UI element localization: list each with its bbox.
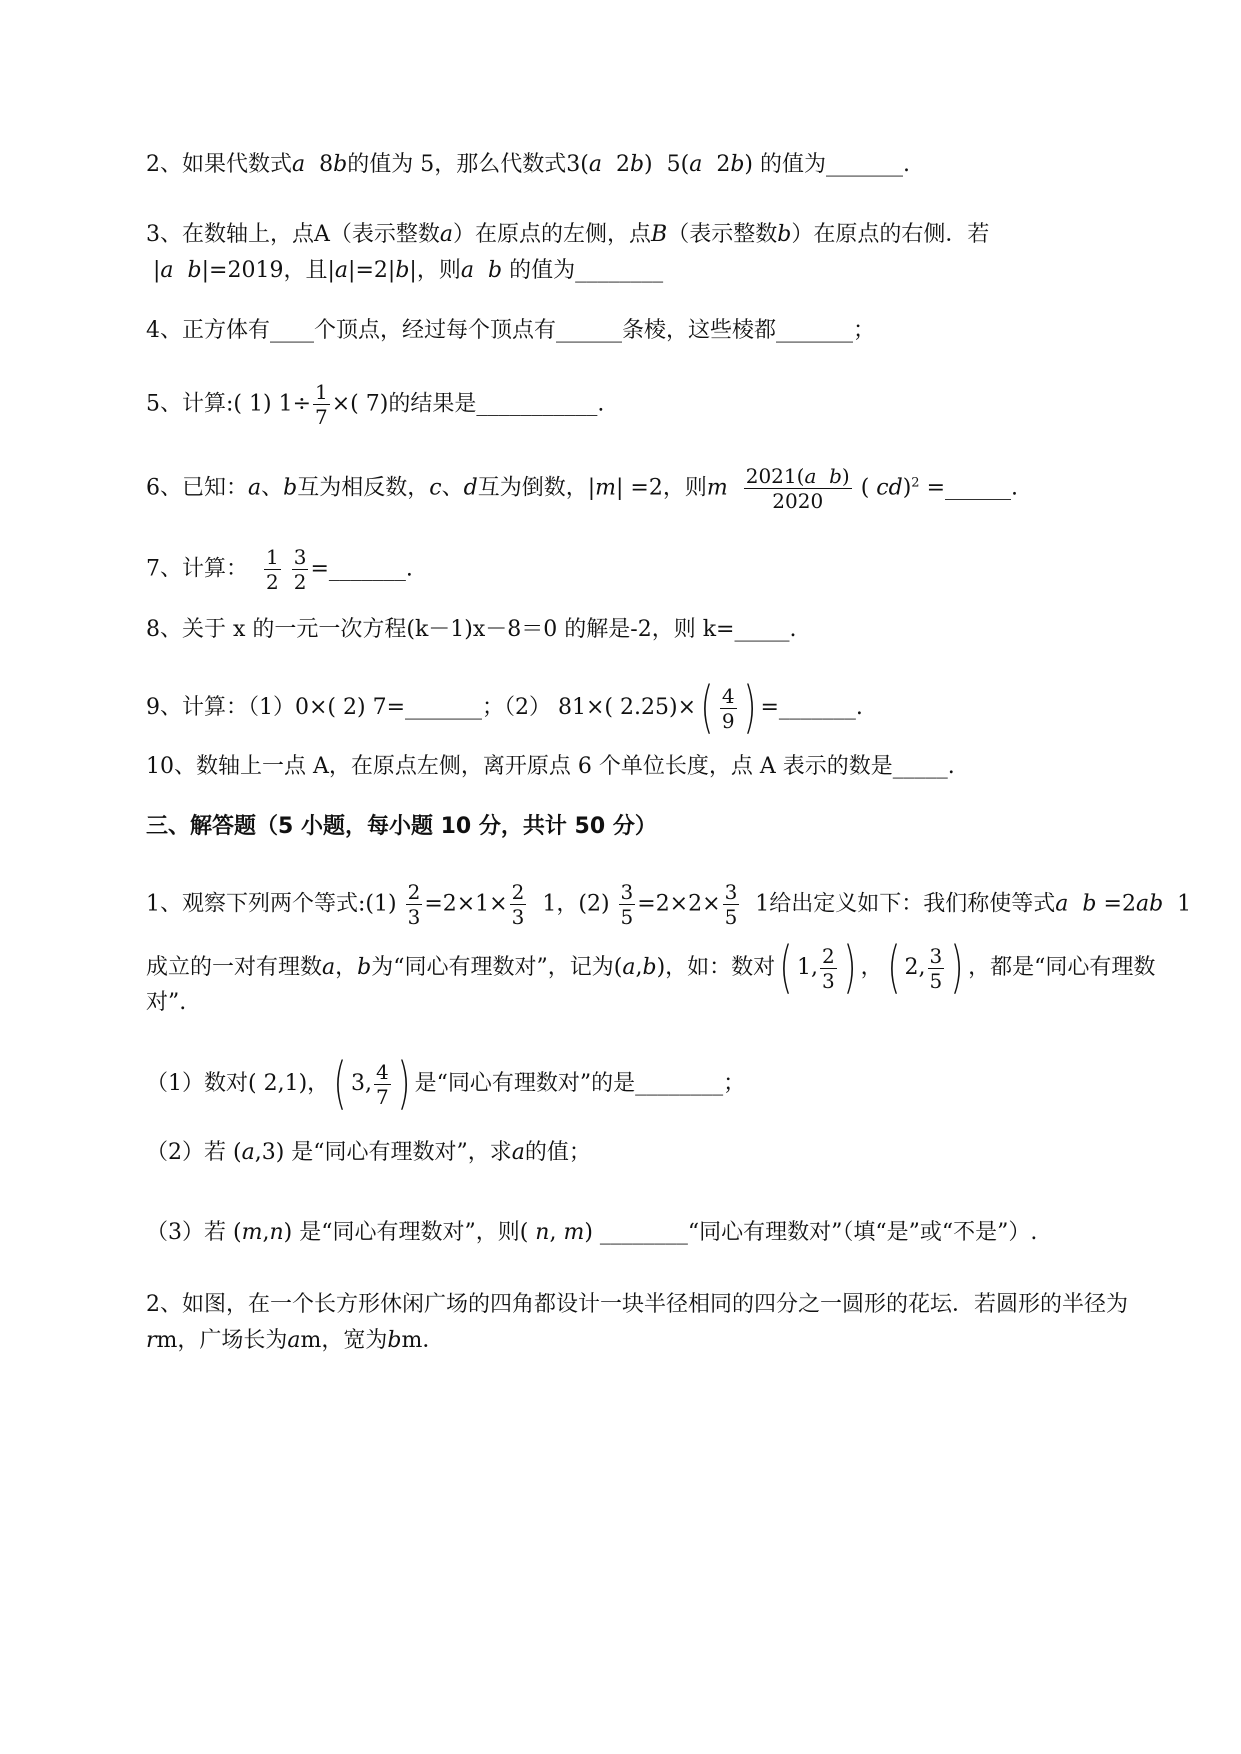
question-3-line-2: |a b|=2019，且|a|=2|b|，则a b 的值为________ (146, 258, 664, 283)
q7-fraction-2: $\frac{3}{2}$ (293, 545, 307, 594)
section-3-heading: 三、解答题（5 小题，每小题 10 分，共计 50 分） (146, 814, 657, 839)
q5-fraction: $\frac{1}{7}$ (315, 380, 328, 429)
q9-fraction: $\frac{4}{9}$ (721, 683, 735, 733)
question-5: 5、计算:( 1) 1÷ $\frac{1}{7}$ ×( 7)的结果是___________. (146, 380, 605, 429)
problem-2-line-2: rm，广场长为am，宽为bm． (146, 1328, 445, 1353)
problem-1-sub-1: （1）数对( 2,1)，( 3, $\frac{4}{7}$ ) 是“同心有理数对”的是________； (146, 1051, 746, 1116)
problem-1-line-2: 成立的一对有理数a，b为“同心有理数对”，记为(a,b)，如：数对( 1, $\frac{2}{3}$ ) ，( 2, $\frac{3}{5}$ ) ，都是“同心有理数 (146, 935, 1156, 1000)
question-3-line-1: 3、在数轴上，点A（表示整数a）在原点的左侧，点B（表示整数b）在原点的右侧．若 (146, 222, 990, 247)
problem-2-line-1: 2、如图，在一个长方形休闲广场的四角都设计一块半径相同的四分之一圆形的花坛．若圆形的半径为 (146, 1292, 1129, 1317)
question-7: 7、计算： $\frac{1}{2}$ $\frac{3}{2}$ =_______. (146, 545, 413, 594)
question-9: 9、计算：（1）0×( 2) 7=_______；（2） 81×( 2.25)×( $\frac{4}{9}$ ) =_______. (146, 675, 863, 740)
q7-fraction-1: $\frac{1}{2}$ (266, 545, 279, 594)
question-2: 2、如果代数式a 8b的值为 5，那么代数式3(a 2b) 5(a 2b) 的值为_______. (146, 152, 910, 177)
q2-text: 2、如果代数式 (146, 152, 292, 177)
problem-1-line-1: 1、观察下列两个等式:(1) $\frac{2}{3}$ =2×1× $\frac{2}{3}$ 1，(2) $\frac{3}{5}$ =2×2× $\frac{3}{5}$ 1给出定义如下：我们称使等式a b =2ab 1 (146, 880, 1192, 929)
problem-1-sub-3: （3）若 (m,n) 是“同心有理数对”，则( n, m) ________“同心有理数对”（填“是”或“不是”）. (146, 1220, 1038, 1245)
question-6: 6、已知：a、b互为相反数，c、d互为倒数，|m| =2，则m $\frac{\text{2021(a b)}}{2020}$ ( cd)$^2$ =______. (146, 464, 1019, 513)
problem-1-sub-2: （2）若 (a,3) 是“同心有理数对”，求a的值； (146, 1140, 591, 1165)
question-8: 8、关于 x 的一元一次方程(k－1)x－8＝0 的解是-2，则 k=_____. (146, 617, 797, 642)
question-4: 4、正方体有____个顶点，经过每个顶点有______条棱，这些棱都_______； (146, 318, 875, 343)
question-10: 10、数轴上一点 A，在原点左侧，离开原点 6 个单位长度，点 A 表示的数是_____. (146, 754, 955, 779)
problem-1-line-3: 对”. (146, 990, 187, 1015)
q6-fraction: $\frac{\text{2021(a b)}}{2020}$ (745, 464, 850, 513)
